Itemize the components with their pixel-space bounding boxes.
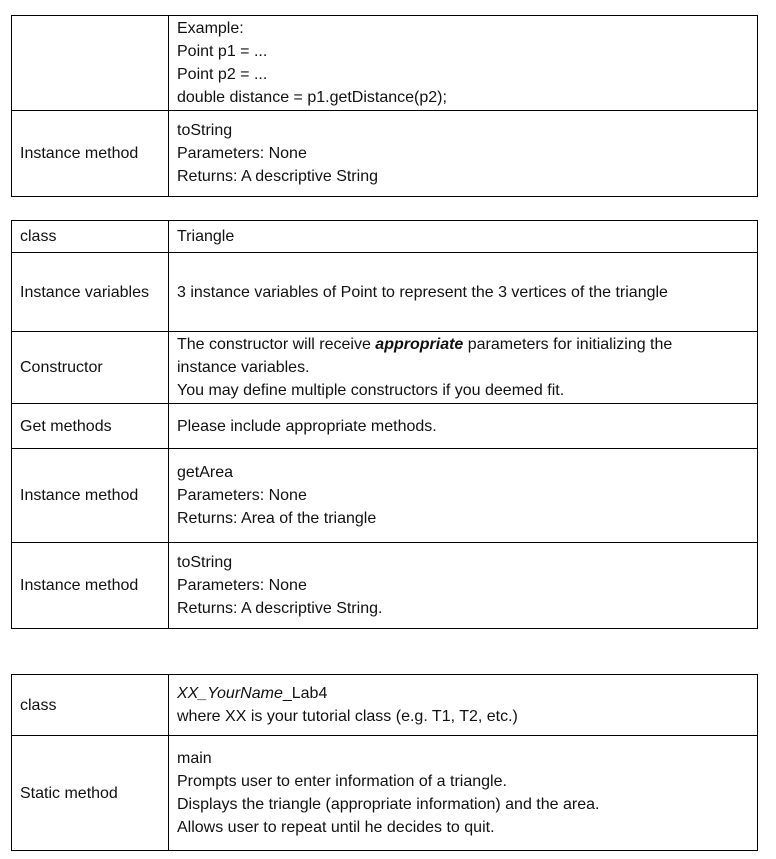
- row-label: Instance method: [12, 449, 169, 543]
- row-label: Instance method: [12, 543, 169, 629]
- description-line: Please include appropriate methods.: [177, 417, 437, 435]
- description-line: toString: [177, 554, 233, 571]
- description-line: instance variables.: [177, 359, 310, 376]
- row-label: Static method: [12, 736, 169, 851]
- row-label: Instance variables: [12, 253, 169, 332]
- row-description: [169, 675, 758, 736]
- table-row: [12, 253, 758, 332]
- row-label: [12, 16, 169, 111]
- description-line: Displays the triangle (appropriate information) and the area.: [177, 796, 600, 813]
- description-line: toString: [177, 122, 233, 139]
- text-run: parameters for initializing the: [463, 336, 673, 353]
- lab-class-table: [11, 674, 758, 851]
- description-line: Parameters: None: [177, 487, 307, 504]
- description-line: Returns: A descriptive String.: [177, 600, 383, 617]
- row-description: [169, 253, 758, 332]
- description-line: getArea: [177, 464, 234, 481]
- description-line: Example:: [177, 20, 244, 37]
- triangle-class-table: [11, 220, 758, 629]
- description-line: Returns: A descriptive String: [177, 168, 378, 185]
- table-row: [12, 221, 758, 253]
- table-row: [12, 16, 758, 111]
- row-description: [169, 221, 758, 253]
- table-row: [12, 404, 758, 449]
- row-label: class: [12, 675, 169, 736]
- description-line: where XX is your tutorial class (e.g. T1, T2, etc.): [177, 708, 518, 725]
- table-row: [12, 111, 758, 197]
- description-line: Returns: Area of the triangle: [177, 510, 377, 527]
- text-run: The constructor will receive: [177, 336, 376, 353]
- description-line: Point p2 = ...: [177, 66, 268, 83]
- row-description: [169, 449, 758, 543]
- class-name-suffix: _Lab4: [282, 685, 328, 702]
- class-name: Triangle: [177, 228, 235, 245]
- description-line: double distance = p1.getDistance(p2);: [177, 89, 447, 106]
- example-table: [11, 15, 758, 197]
- description-line: Parameters: None: [177, 145, 307, 162]
- row-description: [169, 736, 758, 851]
- row-description: [169, 404, 758, 449]
- row-label: Get methods: [12, 404, 169, 449]
- row-description: [169, 16, 758, 111]
- row-label: class: [12, 221, 169, 253]
- row-description: [169, 332, 758, 404]
- description-line: Allows user to repeat until he decides to quit.: [177, 819, 495, 836]
- description-line: Point p1 = ...: [177, 43, 268, 60]
- row-label: Instance method: [12, 111, 169, 197]
- table-row: [12, 543, 758, 629]
- class-name: [177, 682, 749, 705]
- description-line: Parameters: None: [177, 577, 307, 594]
- emphasis-text: appropriate: [375, 336, 464, 353]
- description-line: [177, 333, 749, 356]
- row-label: Constructor: [12, 332, 169, 404]
- table-row: [12, 675, 758, 736]
- row-description: [169, 111, 758, 197]
- table-row: [12, 736, 758, 851]
- description-line: You may define multiple constructors if you deemed fit.: [177, 382, 565, 399]
- table-row: [12, 332, 758, 404]
- row-description: [169, 543, 758, 629]
- description-line: Prompts user to enter information of a triangle.: [177, 773, 507, 790]
- description-line: 3 instance variables of Point to represent the 3 vertices of the triangle: [177, 283, 668, 301]
- class-name-placeholder: XX_YourName: [177, 685, 283, 702]
- table-row: [12, 449, 758, 543]
- description-line: main: [177, 750, 212, 767]
